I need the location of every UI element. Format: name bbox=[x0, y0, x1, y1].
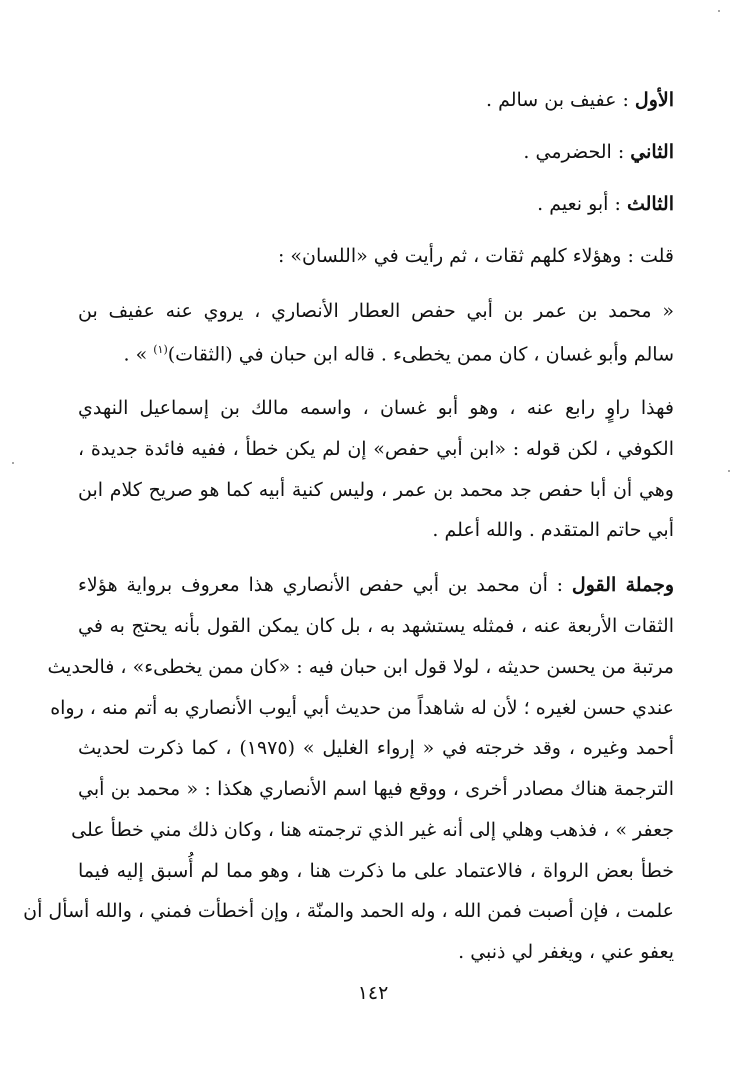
paragraph-4-line-2: الثقات الأربعة عنه ، فمثله يستشهد به ، بل كان يمكن القول بأنه يحتج به في bbox=[78, 615, 674, 637]
paragraph-3-line-4: أبي حاتم المتقدم . والله أعلم . bbox=[432, 519, 674, 541]
paragraph-4-line-8: خطأ بعض الرواة ، فالاعتماد على ما ذكرت هنا ، وهو مما لم أُسبق إليه فيما bbox=[78, 860, 674, 882]
paragraph-4-line-4: عندي حسن لغيره ؛ لأن له شاهداً من حديث أبي أيوب الأنصاري به أتم منه ، رواه bbox=[50, 697, 674, 719]
narrator-first bbox=[486, 87, 674, 113]
narrator-first-label: الأول bbox=[634, 89, 674, 111]
quote-line-2-text: سالم وأبو غسان ، كان ممن يخطىء . قاله ابن حبان في (الثقات) bbox=[167, 343, 674, 366]
scan-speck bbox=[12, 462, 14, 464]
narrator-second-label: الثاني bbox=[630, 141, 674, 163]
quote-line-2-close: » . bbox=[123, 343, 154, 366]
paragraph-4-line-3: مرتبة من يحسن حديثه ، لولا قول ابن حبان فيه : «كان ممن يخطىء» ، فالحديث bbox=[47, 656, 674, 678]
paragraph-3-line-1: فهذا راوٍ رابع عنه ، وهو أبو غسان ، واسمه مالك بن إسماعيل النهدي bbox=[78, 397, 674, 419]
paragraph-4-line-9: علمت ، فإن أصبت فمن الله ، وله الحمد والمنّة ، وإن أخطأت فمني ، والله أسأل أن bbox=[23, 900, 674, 922]
quote-line-1: « محمد بن عمر بن أبي حفص العطار الأنصاري ، يروي عنه عفيف بن bbox=[78, 300, 674, 322]
paragraph-4-line-6: الترجمة هناك مصادر أخرى ، ووقع فيها اسم الأنصاري هكذا : « محمد بن أبي bbox=[78, 778, 674, 800]
scan-speck bbox=[728, 470, 730, 472]
narrator-first-text: : عفيف بن سالم . bbox=[486, 89, 635, 111]
narrator-third-label: الثالث bbox=[626, 193, 674, 215]
footnote-marker: (١) bbox=[153, 343, 168, 356]
narrator-third bbox=[537, 191, 674, 217]
paragraph-4-line-1 bbox=[78, 572, 674, 598]
paragraph-3-line-2: الكوفي ، لكن قوله : «ابن أبي حفص» إن لم يكن خطأ ، ففيه فائدة جديدة ، bbox=[78, 438, 674, 460]
scan-speck bbox=[718, 10, 720, 12]
paragraph-4-line-7: جعفر » ، فذهب وهلي إلى أنه غير الذي ترجمته هنا ، وكان ذلك مني خطأ على bbox=[71, 819, 674, 841]
narrator-second bbox=[523, 139, 674, 165]
paragraph-4-line-1-text: : أن محمد بن أبي حفص الأنصاري هذا معروف برواية هؤلاء bbox=[78, 574, 572, 596]
narrator-third-text: : أبو نعيم . bbox=[537, 193, 627, 215]
conclusion-label: وجملة القول bbox=[571, 574, 675, 596]
page-number: ١٤٢ bbox=[357, 982, 389, 1004]
quote-line-2 bbox=[124, 337, 675, 367]
paragraph-4-line-5: أحمد وغيره ، وقد خرجته في « إرواء الغليل » (١٩٧٥) ، كما ذكرت لحديث bbox=[78, 737, 674, 759]
paragraph-1-line: قلت : وهؤلاء كلهم ثقات ، ثم رأيت في «اللسان» : bbox=[277, 245, 674, 267]
narrator-second-text: : الحضرمي . bbox=[523, 141, 631, 163]
paragraph-4-line-10: يعفو عني ، ويغفر لي ذنبي . bbox=[458, 941, 674, 963]
paragraph-3-line-3: وهي أن أبا حفص جد محمد بن عمر ، وليس كنية أبيه كما هو صريح كلام ابن bbox=[78, 479, 674, 501]
